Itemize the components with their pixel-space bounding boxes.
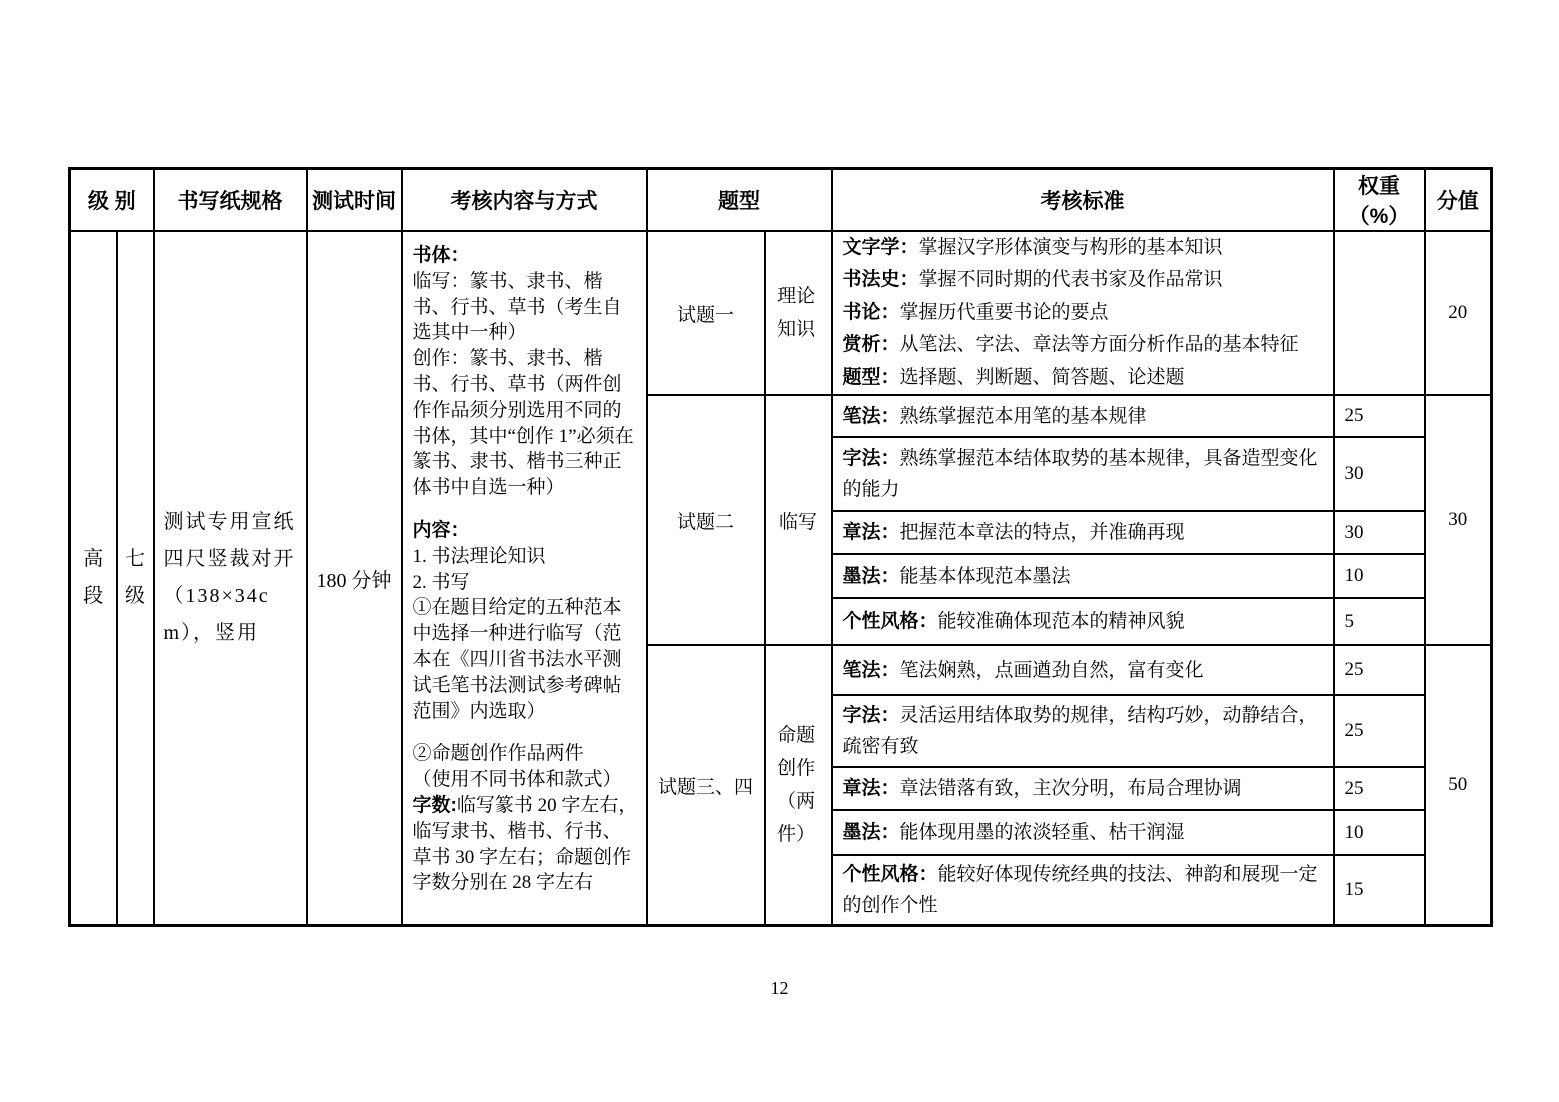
criteria-cell	[832, 395, 1334, 437]
level-grade-text: 七级	[125, 548, 145, 608]
assessment-content-cell	[402, 231, 647, 926]
score-cell-1: 20	[1425, 231, 1492, 395]
weight-cell-empty	[1334, 231, 1425, 395]
criteria-label: 个性风格：	[842, 864, 938, 886]
content-item2: 2. 书写	[412, 571, 470, 593]
weight-cell: 25	[1334, 695, 1425, 767]
question-type-text-1: 理论知识	[777, 286, 816, 341]
criteria-text: 笔法娴熟，点画遒劲自然，富有变化	[899, 659, 1204, 681]
criteria-cell	[832, 767, 1334, 810]
header-paper: 书写纸规格	[154, 169, 307, 232]
weight-cell: 5	[1334, 598, 1425, 645]
criteria-text: 把握范本章法的特点，并准确再现	[899, 522, 1185, 544]
weight-cell: 25	[1334, 395, 1425, 437]
word-count-label: 字数:	[412, 794, 457, 816]
criteria-label: 书法史：	[842, 269, 919, 291]
weight-cell: 25	[1334, 767, 1425, 810]
content-spacer	[413, 501, 640, 518]
question-type-cell-1	[765, 231, 832, 395]
content-styles-heading: 书体：	[412, 245, 470, 266]
criteria-label: 文字学：	[842, 237, 919, 258]
criteria-cell	[832, 810, 1334, 855]
criteria-cell	[832, 695, 1334, 767]
criteria-text: 章法错落有致，主次分明，布局合理协调	[899, 778, 1242, 800]
criteria-label: 个性风格：	[842, 611, 938, 633]
content-neirong-heading: 内容：	[412, 519, 470, 541]
criteria-text: 掌握汉字形体演变与构形的基本知识	[918, 237, 1223, 258]
content-step2: ②命题创作作品两件	[412, 743, 584, 765]
criteria-text: 能基本体现范本墨法	[899, 565, 1071, 587]
page-number: 12	[770, 978, 789, 998]
weight-cell: 15	[1334, 855, 1425, 926]
question-type-cell-2: 临写	[765, 395, 832, 645]
question-cell-2: 试题二	[647, 395, 765, 645]
criteria-text: 能体现用墨的浓淡轻重、枯干润湿	[899, 822, 1185, 844]
content-chuangzuo-line: 创作：篆书、隶书、楷书、行书、草书（两件创作作品须分别选用不同的书体，其中“创作 1”必须在篆书、隶书、楷书三种正体书中自选一种）	[412, 348, 634, 499]
weight-cell: 25	[1334, 645, 1425, 695]
criteria-line	[843, 232, 1325, 264]
criteria-label: 笔法：	[842, 659, 900, 681]
criteria-label: 赏析：	[842, 334, 900, 356]
question-type-text-3: 命题创作（两件）	[777, 725, 816, 846]
question-cell-3: 试题三、四	[647, 645, 765, 926]
test-time-cell: 180 分钟	[307, 231, 402, 926]
criteria-label: 章法：	[842, 778, 900, 800]
question-cell-1: 试题一	[647, 231, 765, 395]
criteria-label: 字法：	[842, 448, 900, 470]
content-step2-note: （使用不同书体和款式）	[412, 769, 622, 791]
content-item1: 1. 书法理论知识	[412, 545, 546, 567]
criteria-text: 熟练掌握范本用笔的基本规律	[899, 405, 1147, 427]
criteria-cell	[832, 855, 1334, 926]
weight-cell: 30	[1334, 511, 1425, 554]
criteria-text: 灵活运用结体取势的规律，结构巧妙，动静结合，疏密有致	[842, 705, 1318, 758]
header-weight: 权重（%）	[1334, 169, 1425, 232]
content-linxie-line: 临写：篆书、隶书、楷书、行书、草书（考生自选其中一种）	[412, 270, 622, 344]
criteria-cell	[832, 598, 1334, 645]
header-criteria: 考核标准	[832, 169, 1334, 232]
weight-cell: 30	[1334, 437, 1425, 511]
word-count-text: 临写篆书 20 字左右，临写隶书、楷书、行书、草书 30 字左右；命题创作字数分别在 28 字左右	[412, 794, 638, 894]
criteria-text: 选择题、判断题、简答题、论述题	[899, 366, 1185, 388]
weight-cell: 10	[1334, 554, 1425, 598]
header-score: 分值	[1425, 169, 1492, 232]
criteria-text: 从笔法、字法、章法等方面分析作品的基本特征	[899, 334, 1299, 356]
header-row	[70, 169, 1492, 232]
assessment-table	[68, 167, 1493, 927]
content-word-count	[413, 793, 640, 896]
score-cell-3: 50	[1425, 645, 1492, 926]
criteria-text: 掌握不同时期的代表书家及作品常识	[918, 269, 1223, 291]
criteria-cell	[832, 437, 1334, 511]
criteria-label: 题型：	[842, 366, 900, 388]
header-time: 测试时间	[307, 169, 402, 232]
criteria-cell-theory	[832, 231, 1334, 395]
criteria-text: 能较好体现传统经典的技法、神韵和展现一定的创作个性	[842, 864, 1318, 917]
criteria-text: 能较准确体现范本的精神风貌	[937, 611, 1185, 633]
criteria-label: 墨法：	[842, 565, 900, 587]
level-grade-cell	[117, 231, 154, 926]
header-question-type: 题型	[647, 169, 832, 232]
table-row	[70, 231, 1492, 395]
criteria-text: 掌握历代重要书论的要点	[899, 301, 1109, 323]
criteria-line	[843, 264, 1325, 296]
criteria-text: 熟练掌握范本结体取势的基本规律，具备造型变化的能力	[842, 448, 1318, 501]
criteria-label: 笔法：	[842, 405, 900, 427]
criteria-cell	[832, 645, 1334, 695]
criteria-line	[843, 329, 1325, 361]
criteria-label: 章法：	[842, 522, 900, 544]
content-step1: ①在题目给定的五种范本中选择一种进行临写（范本在《四川省书法水平测试毛笔书法测试参考碑帖范围》内选取）	[412, 597, 622, 722]
criteria-line	[843, 297, 1325, 329]
question-type-cell-3	[765, 645, 832, 926]
criteria-cell	[832, 554, 1334, 598]
header-content: 考核内容与方式	[402, 169, 647, 232]
criteria-line	[843, 362, 1325, 394]
level-stage-cell	[70, 231, 117, 926]
criteria-label: 墨法：	[842, 822, 900, 844]
paper-spec-cell: 测试专用宣纸四尺竖裁对开（138×34cm），竖用	[154, 231, 307, 926]
criteria-cell	[832, 511, 1334, 554]
weight-cell: 10	[1334, 810, 1425, 855]
content-spacer	[413, 724, 640, 741]
level-stage-text: 高段	[83, 548, 104, 608]
criteria-label: 书论：	[842, 301, 900, 323]
header-level: 级 别	[70, 169, 154, 232]
score-cell-2: 30	[1425, 395, 1492, 645]
criteria-label: 字法：	[842, 705, 900, 727]
